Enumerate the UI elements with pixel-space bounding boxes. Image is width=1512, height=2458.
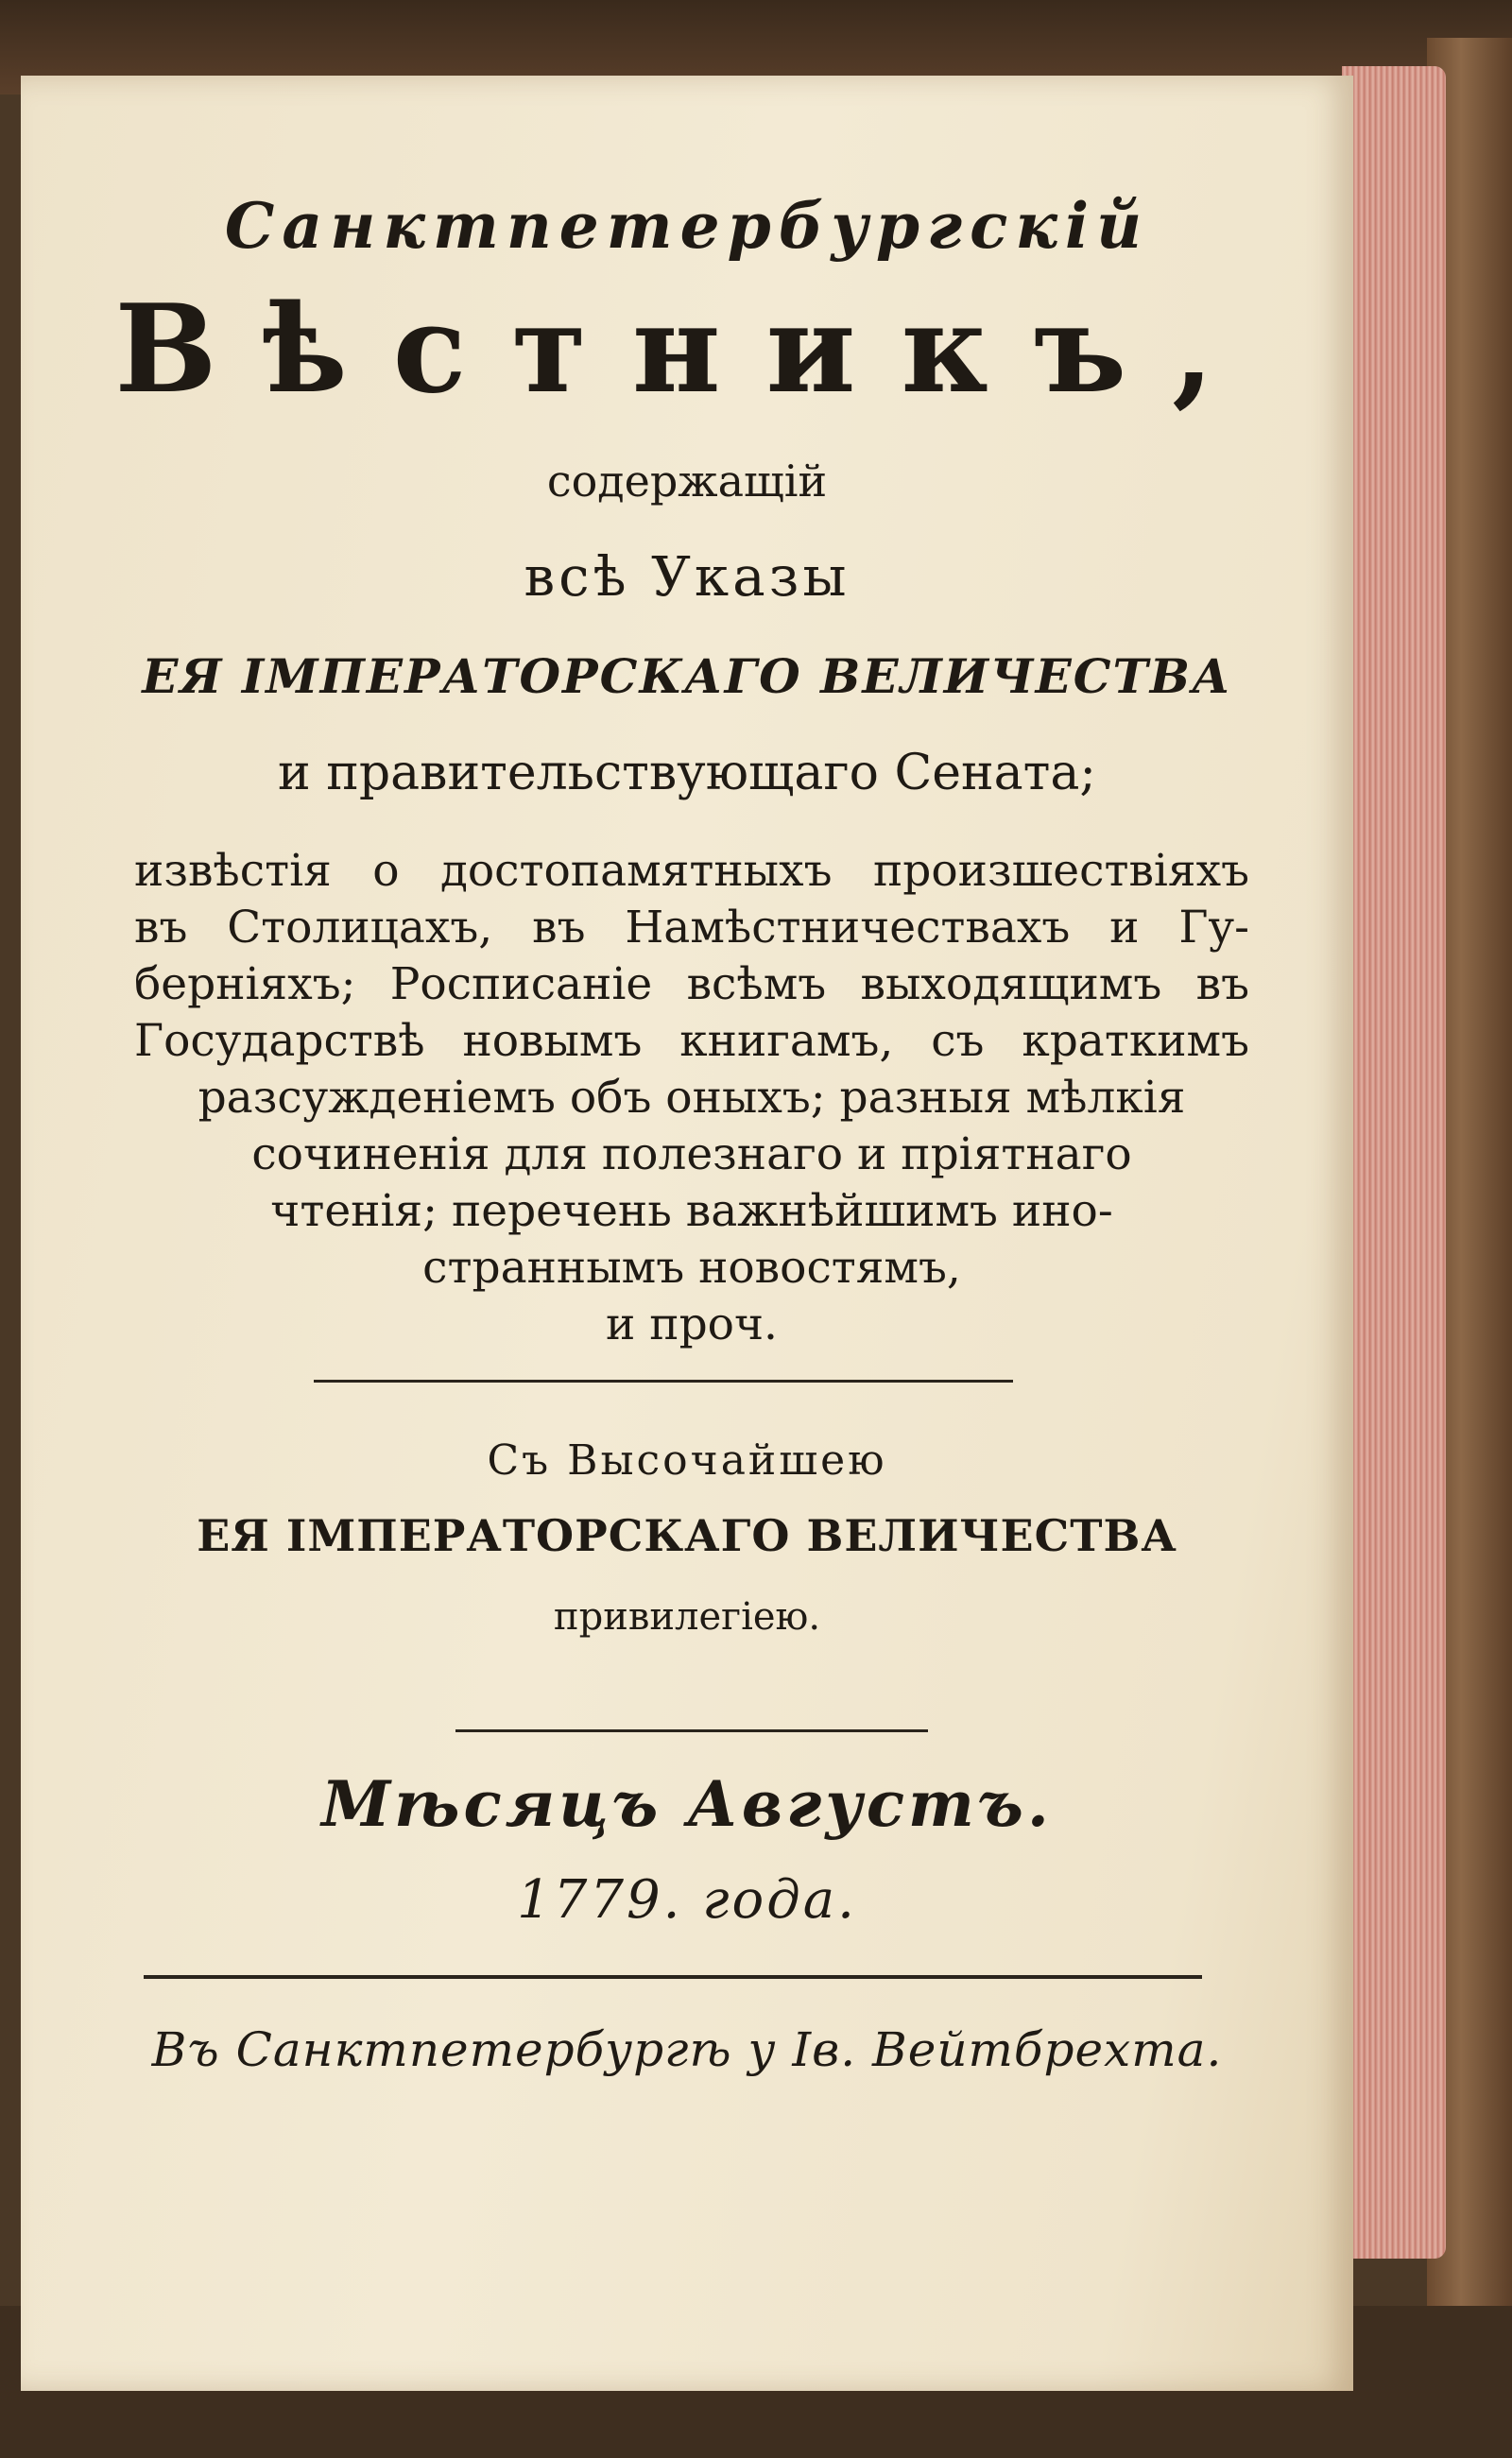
title-line-2: Вѣстникъ, xyxy=(114,279,1260,421)
description-line: страннымъ новостямъ, xyxy=(422,1242,961,1294)
subtitle-containing: содержащій xyxy=(546,456,828,507)
description-line: разсужденіемъ объ оныхъ; разныя мѣлкія xyxy=(198,1072,1186,1124)
subtitle-majesty: ЕЯ ІМПЕРАТОРСКАГО ВЕЛИЧЕСТВА xyxy=(142,648,1232,704)
description-line: и проч. xyxy=(606,1298,778,1350)
subtitle-all-decrees: всѣ Указы xyxy=(524,544,850,609)
issue-month: Мѣсяцъ Августъ. xyxy=(321,1767,1053,1841)
description-line: чтенія; перечень важнѣйшимъ ино- xyxy=(270,1185,1113,1237)
subtitle-senate: и правительствующаго Сената; xyxy=(278,745,1096,801)
description-line: берніяхъ; Росписаніе всѣмъ выходящимъ въ xyxy=(134,958,1249,1010)
divider-rule xyxy=(314,1380,1013,1383)
page-edges xyxy=(1342,66,1446,2259)
description-line: въ Столицахъ, въ Намѣстничествахъ и Гу- xyxy=(134,902,1249,954)
privilege-line-3: привилегіею. xyxy=(553,1595,821,1639)
description-line: Государствѣ новымъ книгамъ, съ краткимъ xyxy=(134,1015,1249,1067)
issue-year: 1779. года. xyxy=(517,1869,857,1931)
title-line-1: Санктпетербургскій xyxy=(224,189,1150,263)
divider-rule xyxy=(144,1975,1202,1979)
imprint: Въ Санктпетербургѣ у Ів. Вейтбрехта. xyxy=(151,2022,1223,2077)
description-line: извѣстія о достопамятныхъ произшествіяхъ xyxy=(134,845,1249,897)
title-page xyxy=(21,76,1353,2391)
privilege-line-2: ЕЯ ІМПЕРАТОРСКАГО ВЕЛИЧЕСТВА xyxy=(197,1510,1177,1561)
privilege-line-1: Съ Высочайшею xyxy=(487,1436,887,1485)
description-block xyxy=(134,843,1249,1353)
description-line: сочиненія для полезнаго и пріятнаго xyxy=(251,1128,1132,1180)
divider-rule xyxy=(455,1729,928,1732)
